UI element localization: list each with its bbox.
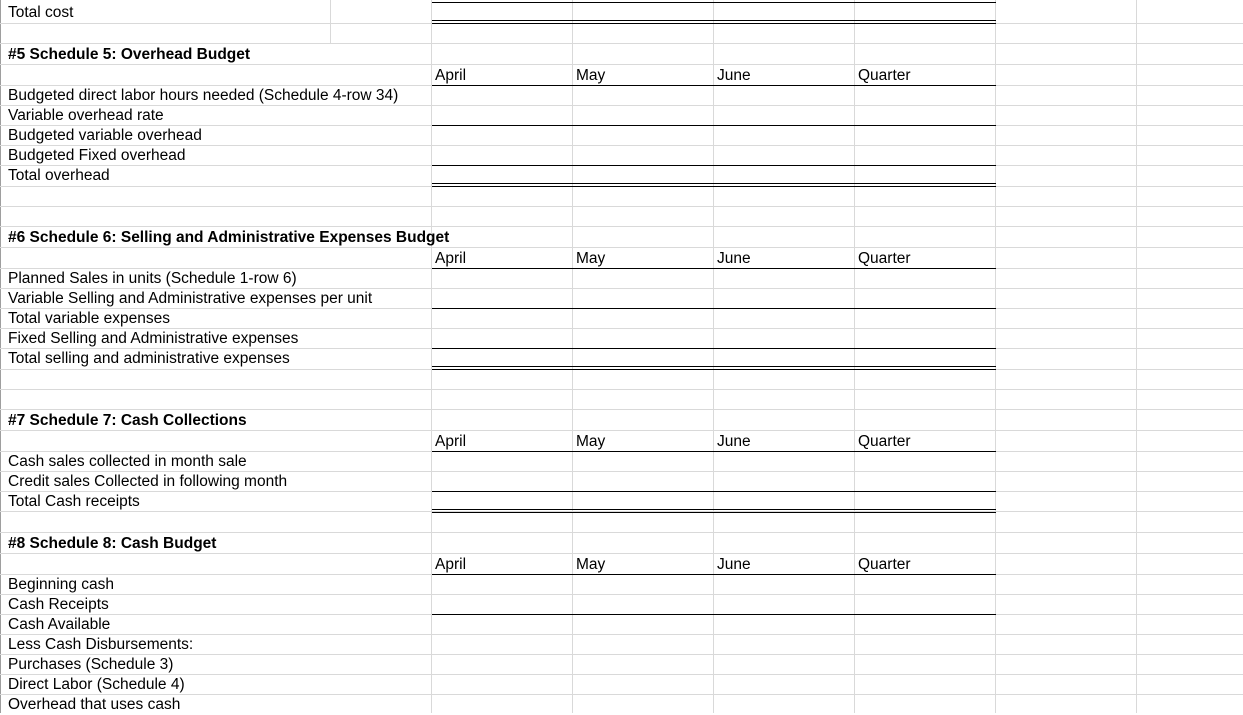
sheet-row bbox=[0, 655, 1243, 675]
row-gridline bbox=[0, 532, 1243, 533]
header-quarter[interactable]: Quarter bbox=[858, 250, 911, 267]
header-june[interactable]: June bbox=[717, 556, 751, 573]
row-label[interactable]: Total selling and administrative expenses bbox=[8, 350, 290, 367]
header-april[interactable]: April bbox=[435, 433, 467, 450]
row-label[interactable]: Beginning cash bbox=[8, 576, 114, 593]
row-label[interactable]: Less Cash Disbursements: bbox=[8, 636, 194, 653]
sheet-row bbox=[0, 472, 1243, 492]
row-label[interactable]: Planned Sales in units (Schedule 1-row 6) bbox=[8, 270, 297, 287]
row-label[interactable]: Variable overhead rate bbox=[8, 107, 164, 124]
sheet-row bbox=[0, 534, 1243, 554]
header-april[interactable]: April bbox=[435, 250, 467, 267]
cell-bottom-border bbox=[432, 2, 996, 3]
double-bottom-border bbox=[432, 20, 996, 24]
row-label[interactable]: Budgeted variable overhead bbox=[8, 127, 202, 144]
row-label[interactable]: Cash sales collected in month sale bbox=[8, 453, 247, 470]
header-quarter[interactable]: Quarter bbox=[858, 67, 911, 84]
row-label[interactable]: Credit sales Collected in following month bbox=[8, 473, 288, 490]
sheet-row bbox=[0, 106, 1243, 126]
sheet-row bbox=[0, 411, 1243, 431]
row-label[interactable]: Total Cash receipts bbox=[8, 493, 140, 510]
header-may[interactable]: May bbox=[576, 556, 606, 573]
sheet-row bbox=[0, 329, 1243, 349]
row-label[interactable]: Budgeted direct labor hours needed (Schedule 4-row 34) bbox=[8, 87, 399, 104]
header-april[interactable]: April bbox=[435, 556, 467, 573]
sheet-row bbox=[0, 635, 1243, 655]
row-gridline bbox=[0, 206, 1243, 207]
header-may[interactable]: May bbox=[576, 433, 606, 450]
header-may[interactable]: May bbox=[576, 67, 606, 84]
row-label[interactable]: Fixed Selling and Administrative expenses bbox=[8, 330, 299, 347]
sheet-row bbox=[0, 86, 1243, 106]
header-june[interactable]: June bbox=[717, 250, 751, 267]
row-gridline bbox=[0, 43, 1243, 44]
row-label[interactable]: Cash Available bbox=[8, 616, 111, 633]
header-quarter[interactable]: Quarter bbox=[858, 433, 911, 450]
sheet-row bbox=[0, 289, 1243, 309]
sheet-row bbox=[0, 126, 1243, 146]
sheet-row bbox=[0, 575, 1243, 595]
header-quarter[interactable]: Quarter bbox=[858, 556, 911, 573]
sheet-row bbox=[0, 695, 1243, 715]
sheet-row bbox=[0, 615, 1243, 635]
row-label[interactable]: Purchases (Schedule 3) bbox=[8, 656, 174, 673]
row-label[interactable]: Cash Receipts bbox=[8, 596, 109, 613]
section-title-cash-budget[interactable]: #8 Schedule 8: Cash Budget bbox=[8, 535, 217, 552]
sheet-row bbox=[0, 228, 1243, 248]
month-header-row bbox=[0, 555, 1243, 575]
sheet-row bbox=[0, 675, 1243, 695]
double-bottom-border bbox=[432, 183, 996, 187]
month-header-row bbox=[0, 249, 1243, 269]
section-title-cash-collections[interactable]: #7 Schedule 7: Cash Collections bbox=[8, 412, 247, 429]
sheet-row bbox=[0, 45, 1243, 65]
sheet-row bbox=[0, 309, 1243, 329]
row-label[interactable]: Budgeted Fixed overhead bbox=[8, 147, 186, 164]
row-gridline bbox=[0, 389, 1243, 390]
row-label[interactable]: Overhead that uses cash bbox=[8, 696, 181, 713]
double-bottom-border bbox=[432, 509, 996, 513]
sheet-row bbox=[0, 146, 1243, 166]
row-label[interactable]: Total overhead bbox=[8, 167, 110, 184]
sheet-row bbox=[0, 595, 1243, 615]
row-label[interactable]: Total variable expenses bbox=[8, 310, 170, 327]
header-may[interactable]: May bbox=[576, 250, 606, 267]
section-title-overhead-budget[interactable]: #5 Schedule 5: Overhead Budget bbox=[8, 46, 251, 63]
sheet-row bbox=[0, 452, 1243, 472]
row-gridline bbox=[0, 409, 1243, 410]
header-june[interactable]: June bbox=[717, 67, 751, 84]
double-bottom-border bbox=[432, 366, 996, 370]
row-label[interactable]: Direct Labor (Schedule 4) bbox=[8, 676, 185, 693]
header-april[interactable]: April bbox=[435, 67, 467, 84]
month-header-row bbox=[0, 66, 1243, 86]
section-title-selling-admin-budget[interactable]: #6 Schedule 6: Selling and Administrative Expenses Budget bbox=[8, 229, 450, 246]
month-header-row bbox=[0, 432, 1243, 452]
row-label-total-cost[interactable]: Total cost bbox=[8, 4, 74, 21]
header-june[interactable]: June bbox=[717, 433, 751, 450]
sheet-row bbox=[0, 269, 1243, 289]
row-gridline bbox=[0, 226, 1243, 227]
row-label[interactable]: Variable Selling and Administrative expenses per unit bbox=[8, 290, 373, 307]
